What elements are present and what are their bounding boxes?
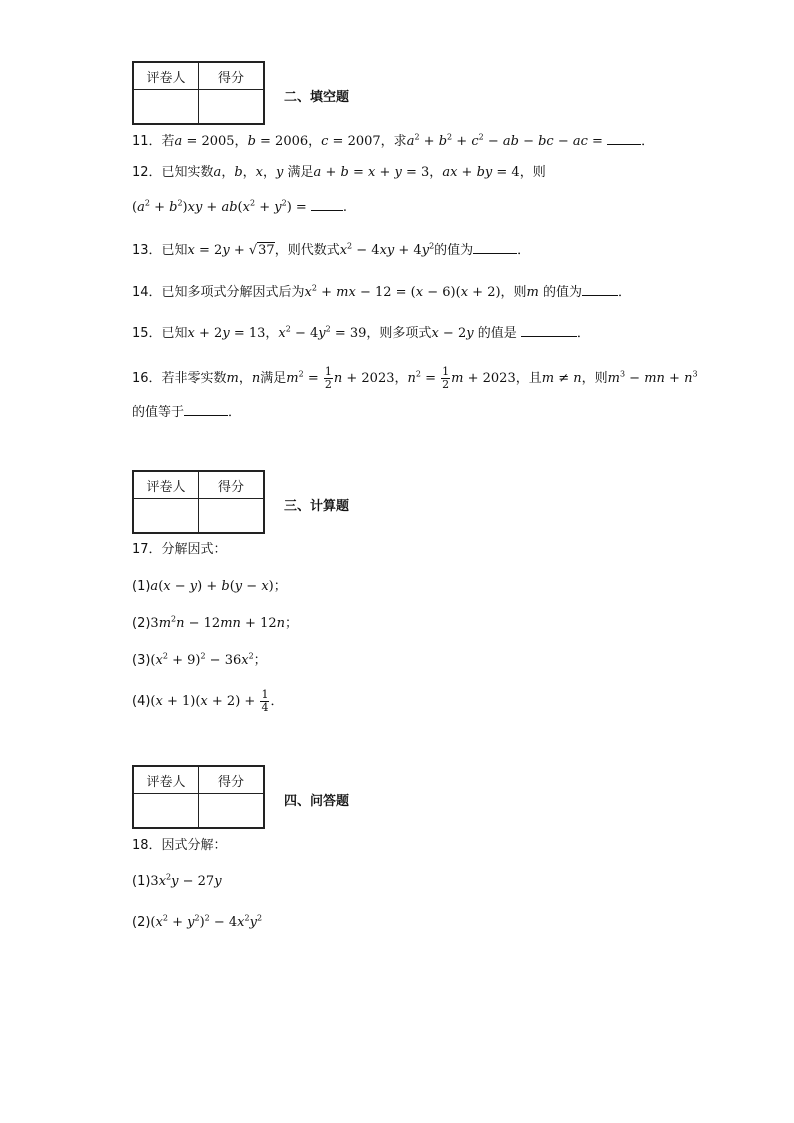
question-18-part2: $(2)(x^2 + y^2)^2 - 4x^2y^2$ bbox=[132, 913, 263, 930]
score-table bbox=[132, 61, 265, 125]
section-title: 二、填空题 bbox=[284, 90, 350, 105]
question-17-part1: (1)a(x − y) + b(y − x)； bbox=[132, 579, 287, 594]
question-16-line2: 的值等于 ． bbox=[132, 405, 242, 420]
question-14: 14．已知多项式分解因式后为$x^2$ + mx − 12 = (x − 6)(x + 2)，则m 的值为 ． bbox=[132, 283, 632, 300]
grader-header: 评卷人 bbox=[133, 62, 199, 90]
question-17-part2: $(2)3m^2n - 12mn + 12n$； bbox=[132, 614, 298, 631]
score-table bbox=[132, 765, 265, 829]
section-title: 三、计算题 bbox=[284, 499, 350, 514]
score-header: 得分 bbox=[199, 62, 265, 90]
grader-header: 评卷人 bbox=[133, 471, 199, 499]
score-cell[interactable] bbox=[199, 90, 265, 125]
question-15: 15．已知x + 2y = 13，$x^2 - 4y^2 = 39$，则多项式x − 2y 的值是 ． bbox=[132, 324, 590, 341]
grader-cell[interactable] bbox=[133, 794, 199, 829]
grader-cell[interactable] bbox=[133, 90, 199, 125]
score-header: 得分 bbox=[199, 766, 265, 794]
answer-blank[interactable] bbox=[607, 132, 641, 145]
section-fill-blank bbox=[132, 61, 350, 125]
question-12-expression: $(a^2 + b^2)xy + ab(x^2 + y^2)$ = . bbox=[132, 198, 348, 215]
question-17-part3: $(3)(x^2 + 9)^2 - 36x^2$； bbox=[132, 651, 267, 668]
answer-blank[interactable] bbox=[311, 198, 343, 211]
section-title: 四、问答题 bbox=[284, 794, 350, 809]
score-table bbox=[132, 470, 265, 534]
question-11: 11．若a = 2005，b = 2006，c = 2007，求$a^2 + b^2 + c^2$ − ab − bc − ac = ． bbox=[132, 132, 655, 149]
score-cell[interactable] bbox=[199, 499, 265, 534]
grader-cell[interactable] bbox=[133, 499, 199, 534]
answer-blank[interactable] bbox=[582, 283, 618, 296]
answer-blank[interactable] bbox=[184, 403, 228, 416]
question-13: 13．已知x = 2y + √37，则代数式$x^2 - 4xy + 4y^2$的值为 ． bbox=[132, 241, 531, 258]
score-cell[interactable] bbox=[199, 794, 265, 829]
section-qa bbox=[132, 765, 350, 829]
answer-blank[interactable] bbox=[521, 324, 577, 337]
grader-header: 评卷人 bbox=[133, 766, 199, 794]
question-12: 12．已知实数a，b，x，y 满足a + b = x + y = 3，ax + by = 4，则 bbox=[132, 165, 546, 180]
question-18-title: 18．因式分解： bbox=[132, 838, 227, 853]
question-17-part4: (4)(x + 1)(x + 2) + $\frac{1}{4}$ ． bbox=[132, 688, 284, 714]
answer-blank[interactable] bbox=[473, 241, 517, 254]
question-16: 16．若非零实数m，n满足$m^2$ = $\frac{1}{2}$ n + 2023，$n^2$ = $\frac{1}{2}$ m + 2023，且m ≠ n，则$m^3$ − mn + $n^3$ bbox=[132, 365, 698, 391]
question-18-part1: $(1)3x^2y - 27y$ bbox=[132, 872, 222, 889]
section-calculation bbox=[132, 470, 350, 534]
score-header: 得分 bbox=[199, 471, 265, 499]
question-17-title: 17．分解因式： bbox=[132, 542, 227, 557]
